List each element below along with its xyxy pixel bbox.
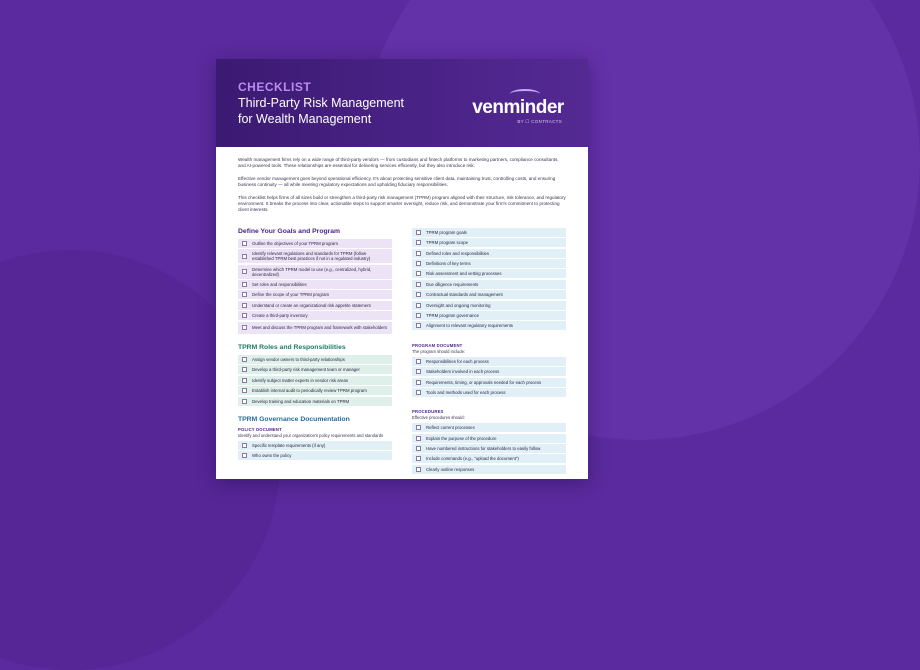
checkbox-icon[interactable]	[242, 269, 247, 274]
section-title-roles: TPRM Roles and Responsibilities	[238, 343, 346, 351]
document-kicker: CHECKLIST	[238, 80, 312, 94]
document-header	[216, 59, 588, 147]
checklist-item[interactable]: Definitions of key terms	[412, 259, 566, 268]
checkbox-icon[interactable]	[242, 313, 247, 318]
checklist-item[interactable]: Responsibilities for each process	[412, 357, 566, 366]
procedures-label: PROCEDURES	[412, 409, 444, 415]
checkbox-icon[interactable]	[416, 230, 421, 235]
checkbox-icon[interactable]	[242, 303, 247, 308]
checklist-item[interactable]: Identify subject matter experts in vendor risk areas	[238, 376, 392, 385]
checkbox-icon[interactable]	[242, 367, 247, 372]
checklist-item[interactable]: Establish internal audit to periodically review TPRM program	[238, 386, 392, 395]
checklist-item[interactable]: TPRM program goals	[412, 228, 566, 237]
title-line: for Wealth Management	[238, 112, 372, 126]
intro-paragraph: Wealth management firms rely on a wide range of third-party vendors — from custodians and fintech platforms to marketing partners, compliance consultants, and AI-powered tools. These relationships are essential for delivering services efficiently, but they also introduce risk.	[238, 157, 559, 169]
checkbox-icon[interactable]	[416, 251, 421, 256]
checkbox-icon[interactable]	[416, 261, 421, 266]
right-column	[412, 228, 566, 475]
checklist-item[interactable]: Meet and discuss the TPRM program and framework with stakeholders	[238, 322, 392, 334]
checklist-item[interactable]: Specific template requirements (if any)	[238, 441, 392, 450]
checkbox-icon[interactable]	[242, 399, 247, 404]
intro-paragraph: Effective vendor management goes beyond operational efficiency. It's about protecting sensitive client data, maintaining trust, controlling costs, and ensuring business continuity — all while meeting regulatory expectations and upholding fiduciary responsibilities.	[238, 175, 556, 188]
checklist-item[interactable]: Due diligence requirements	[412, 280, 566, 289]
checklist-item[interactable]: Oversight and ongoing monitoring	[412, 301, 566, 310]
checkbox-icon[interactable]	[416, 467, 421, 472]
checklist-item[interactable]: Assign vendor owners to third-party relationships	[238, 355, 392, 364]
checklist-columns	[238, 228, 566, 475]
policy-document-label: POLICY DOCUMENT	[238, 426, 282, 432]
checklist-item[interactable]: Requirements, timing, or approvals needed for each process	[412, 378, 566, 387]
checkbox-icon[interactable]	[416, 323, 421, 328]
program-document-note: The program should include:	[412, 348, 466, 354]
checkbox-icon[interactable]	[416, 436, 421, 441]
policy-document-note: Identify and understand your organization's policy requirements and standards	[238, 432, 384, 438]
checkbox-icon[interactable]	[416, 390, 421, 395]
checkbox-icon[interactable]	[242, 443, 247, 448]
checkbox-icon[interactable]	[416, 456, 421, 461]
checklist-item[interactable]: Determine which TPRM model to use (e.g., centralized, hybrid, decentralized)	[238, 265, 392, 279]
checklist-document	[216, 59, 588, 479]
document-body	[216, 147, 588, 475]
logo-wordmark: venminder	[472, 97, 564, 118]
checklist-item[interactable]: Reflect current processes	[412, 423, 566, 432]
checkbox-icon[interactable]	[416, 282, 421, 287]
checklist-item[interactable]: Have numbered instructions for stakeholders to easily follow	[412, 444, 566, 453]
checkbox-icon[interactable]	[242, 292, 247, 297]
checkbox-icon[interactable]	[416, 446, 421, 451]
title-line: Third-Party Risk Management	[238, 96, 405, 110]
section-title-governance: TPRM Governance Documentation	[238, 415, 350, 423]
checkbox-icon[interactable]	[416, 271, 421, 276]
checklist-item[interactable]: Develop a third-party risk management team or manager	[238, 365, 392, 374]
checklist-item[interactable]: Who owns the policy	[238, 451, 392, 460]
checkbox-icon[interactable]	[242, 388, 247, 393]
checklist-item[interactable]: Clearly outline responses	[412, 465, 566, 474]
section-title-goals: Define Your Goals and Program	[238, 227, 341, 235]
checkbox-icon[interactable]	[416, 359, 421, 364]
checklist-item[interactable]: Risk assessment and vetting processes	[412, 269, 566, 278]
checkbox-icon[interactable]	[242, 325, 247, 330]
venminder-logo	[470, 89, 566, 125]
checklist-item[interactable]: Explain the purpose of the procedure	[412, 434, 566, 443]
checkbox-icon[interactable]	[416, 369, 421, 374]
checklist-item[interactable]: TPRM program scope	[412, 238, 566, 247]
checklist-item[interactable]: Include commands (e.g., "upload the document")	[412, 454, 566, 463]
checkbox-icon[interactable]	[242, 241, 247, 246]
checklist-item[interactable]: TPRM program governance	[412, 311, 566, 320]
logo-subtitle: BY ☐ CONTRACTS	[517, 119, 562, 124]
checkbox-icon[interactable]	[416, 303, 421, 308]
checklist-item[interactable]: Tools and methods used for each process	[412, 388, 566, 397]
checklist-item[interactable]: Stakeholders involved in each process	[412, 367, 566, 376]
checklist-item[interactable]: Identify relevant regulations and standards for TPRM (follow established TPRM best practices if not in a regulated industry)	[238, 249, 392, 263]
checkbox-icon[interactable]	[242, 378, 247, 383]
checkbox-icon[interactable]	[242, 282, 247, 287]
checkbox-icon[interactable]	[242, 254, 247, 259]
intro-paragraph: This checklist helps firms of all sizes build or strengthen a third-party risk management (TPRM) program aligned with their structure, risk tolerance, and regulatory environment. It breaks the process into clear, actionable steps to support smarter oversight, reduce risk, and demonstrate your firm's commitment to protecting client interests.	[238, 194, 566, 213]
checkbox-icon[interactable]	[416, 425, 421, 430]
checkbox-icon[interactable]	[416, 380, 421, 385]
checklist-item[interactable]: Outline the objectives of your TPRM program	[238, 239, 392, 248]
checkbox-icon[interactable]	[416, 313, 421, 318]
checklist-item[interactable]: Develop training and education materials on TPRM	[238, 397, 392, 406]
checklist-item[interactable]: Create a third-party inventory	[238, 311, 392, 320]
program-document-label: PROGRAM DOCUMENT	[412, 342, 463, 348]
procedures-note: Effective procedures should:	[412, 415, 465, 421]
checklist-item[interactable]: Alignment to relevant regulatory requirements	[412, 321, 566, 330]
checklist-item[interactable]: Understand or create an organizational risk appetite statement	[238, 301, 392, 310]
checkbox-icon[interactable]	[416, 240, 421, 245]
checkbox-icon[interactable]	[242, 453, 247, 458]
left-column	[238, 228, 392, 475]
checkbox-icon[interactable]	[416, 292, 421, 297]
checkbox-icon[interactable]	[242, 357, 247, 362]
checklist-item[interactable]: Define the scope of your TPRM program	[238, 290, 392, 299]
checklist-item[interactable]: Defined roles and responsibilities	[412, 249, 566, 258]
checklist-item[interactable]: Contractual standards and management	[412, 290, 566, 299]
checklist-item[interactable]: Set roles and responsibilities	[238, 280, 392, 289]
